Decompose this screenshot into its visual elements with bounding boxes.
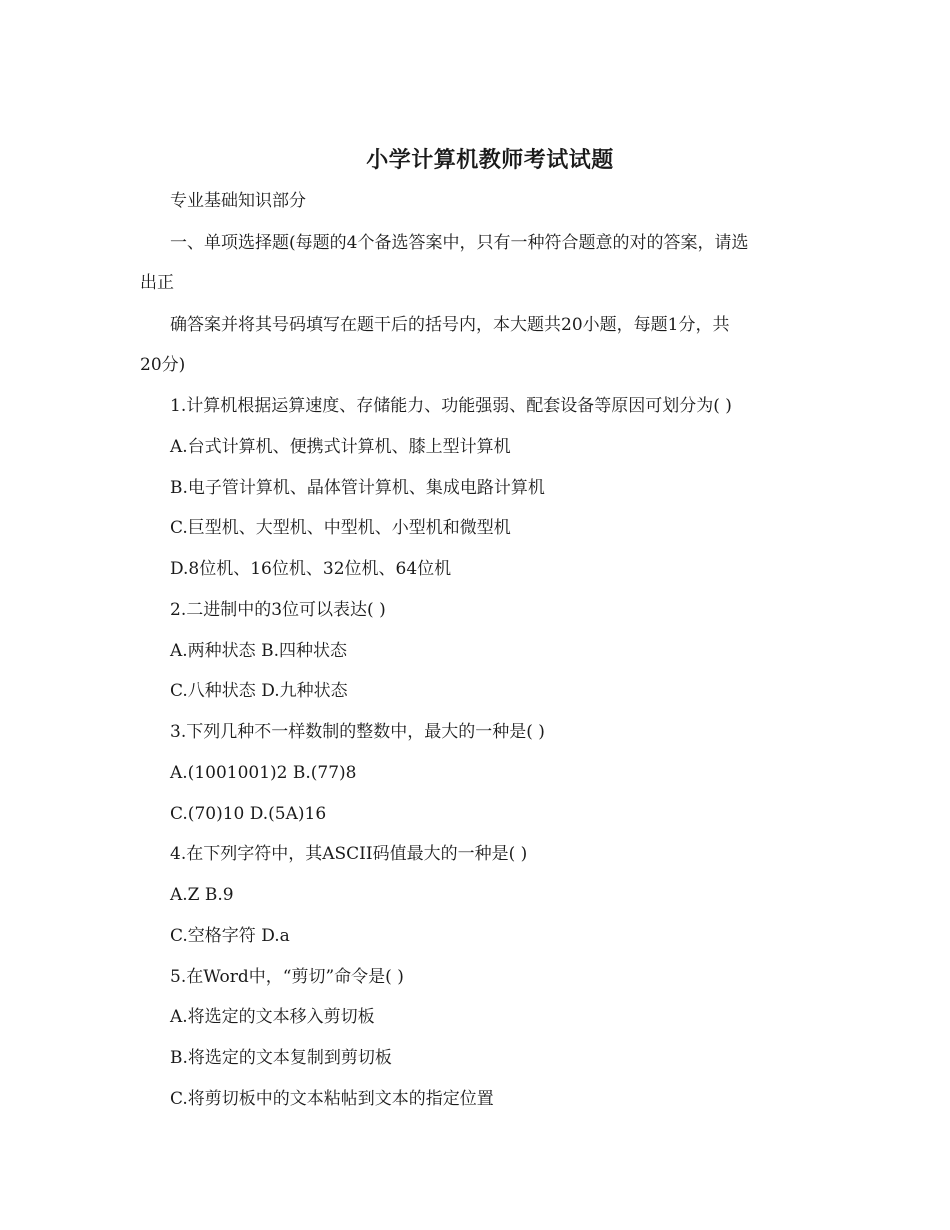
question-1-option-d: D.8位机、16位机、32位机、64位机 xyxy=(170,559,452,579)
question-1-option-a: A.台式计算机、便携式计算机、膝上型计算机 xyxy=(170,437,511,457)
question-2-options-ab: A.两种状态 B.四种状态 xyxy=(170,641,347,661)
question-4-options-cd: C.空格字符 D.a xyxy=(170,926,290,946)
question-3-options-cd: C.(70)10 D.(5A)16 xyxy=(170,804,327,824)
question-1-option-b: B.电子管计算机、晶体管计算机、集成电路计算机 xyxy=(170,478,545,498)
question-3-options-ab: A.(1001001)2 B.(77)8 xyxy=(170,763,357,783)
question-5-option-a: A.将选定的文本移入剪切板 xyxy=(170,1007,375,1027)
question-2-options-cd: C.八种状态 D.九种状态 xyxy=(170,681,348,701)
question-5-stem: 5.在Word中，“剪切”命令是( ) xyxy=(170,967,404,987)
question-1-option-c: C.巨型机、大型机、中型机、小型机和微型机 xyxy=(170,518,511,538)
question-4-stem: 4.在下列字符中，其ASCII码值最大的一种是( ) xyxy=(170,844,528,864)
question-4-options-ab: A.Z B.9 xyxy=(170,885,234,905)
question-1-stem: 1.计算机根据运算速度、存储能力、功能强弱、配套设备等原因可划分为( ) xyxy=(170,396,732,416)
question-5-option-c: C.将剪切板中的文本粘帖到文本的指定位置 xyxy=(170,1089,494,1109)
instructions-line-4: 20分) xyxy=(140,355,186,375)
question-5-option-b: B.将选定的文本复制到剪切板 xyxy=(170,1048,392,1068)
section-heading: 专业基础知识部分 xyxy=(170,191,306,211)
question-3-stem: 3.下列几种不一样数制的整数中，最大的一种是( ) xyxy=(170,722,545,742)
instructions-line-3: 确答案并将其号码填写在题干后的括号内，本大题共20小题，每题1分，共 xyxy=(170,315,730,335)
document-title: 小学计算机教师考试试题 xyxy=(366,147,614,173)
question-2-stem: 2.二进制中的3位可以表达( ) xyxy=(170,600,386,620)
instructions-line-2: 出正 xyxy=(140,273,174,293)
instructions-line-1: 一、单项选择题(每题的4个备选答案中，只有一种符合题意的对的答案，请选 xyxy=(170,233,749,253)
